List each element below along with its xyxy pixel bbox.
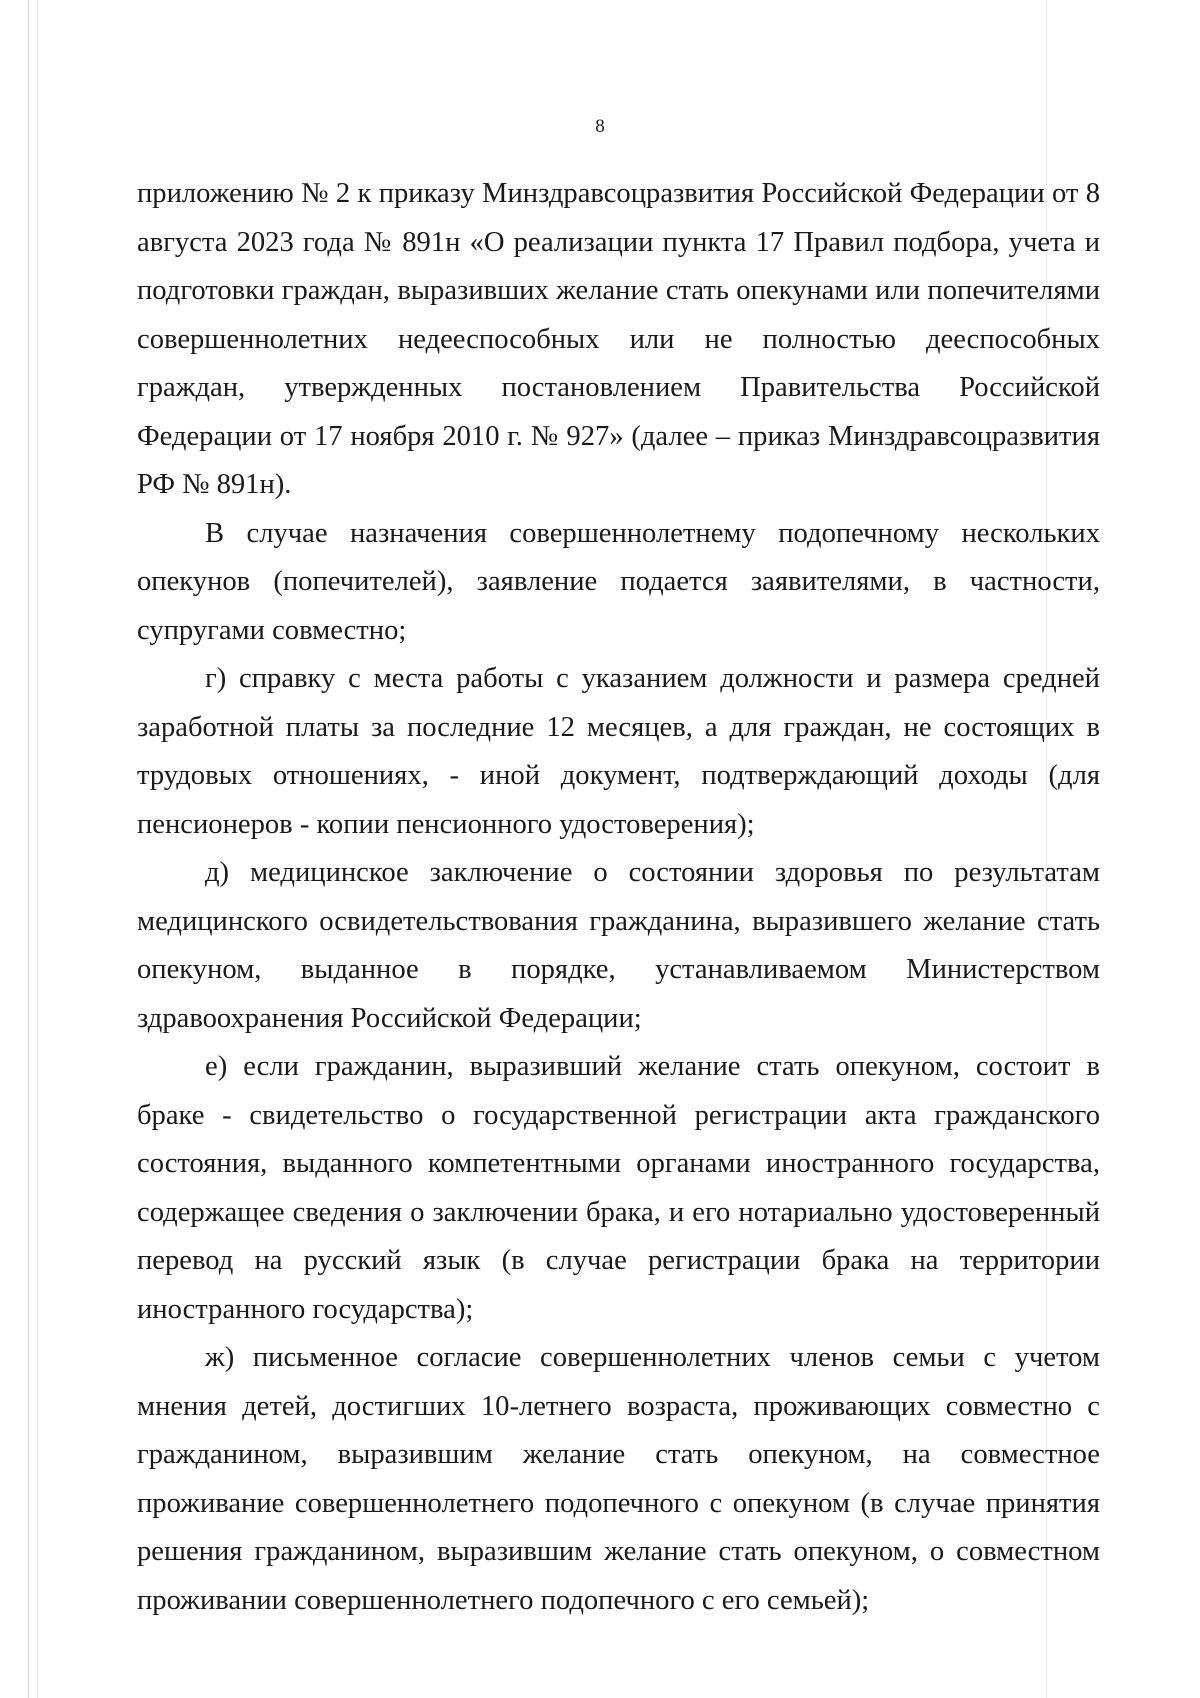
paragraph-6: ж) письменное согласие совершеннолетних членов семьи с учетом мнения детей, достигших 10-летнего возраста, проживающих совместно с гражданином, выразившим желание стать опекуном, на совместное проживание совершеннолетнего подопечного с опекуном (в случае принятия решения гражданином, выразившим желание стать опекуном, о совместном проживании совершеннолетнего подопечного с его семьей);	[137, 1342, 1100, 1616]
page-number: 8	[595, 116, 605, 137]
paragraph-2: В случае назначения совершеннолетнему подопечному нескольких опекунов (попечителей), заявление подается заявителями, в частности, супругами совместно;	[137, 517, 1100, 646]
paragraph-3: г) справку с места работы с указанием должности и размера средней заработной платы за последние 12 месяцев, а для граждан, не состоящих в трудовых отношениях, - иной документ, подтверждающий доходы (для пенсионеров - копии пенсионного удостоверения);	[137, 663, 1100, 840]
paragraph-4: д) медицинское заключение о состоянии здоровья по результатам медицинского освидетельствования гражданина, выразившего желание стать опекуном, выданное в порядке, устанавливаемом Министерством здравоохранения Российской Федерации;	[137, 857, 1100, 1034]
document-body	[137, 170, 1100, 1625]
paragraph-1: приложению № 2 к приказу Минздравсоцразвития Российской Федерации от 8 августа 2023 года № 891н «О реализации пункта 17 Правил подбора, учета и подготовки граждан, выразивших желание стать опекунами или попечителями совершеннолетних недееспособных или не полностью дееспособных граждан, утвержденных постановлением Правительства Российской Федерации от 17 ноября 2010 г. № 927» (далее – приказ Минздравсоцразвития РФ № 891н).	[137, 178, 1100, 500]
paragraph-5: е) если гражданин, выразивший желание стать опекуном, состоит в браке - свидетельство о государственной регистрации акта гражданского состояния, выданного компетентными органами иностранного государства, содержащее сведения о заключении брака, и его нотариально удостоверенный перевод на русский язык (в случае регистрации брака на территории иностранного государства);	[137, 1051, 1100, 1325]
scan-edge-left	[28, 0, 38, 1698]
